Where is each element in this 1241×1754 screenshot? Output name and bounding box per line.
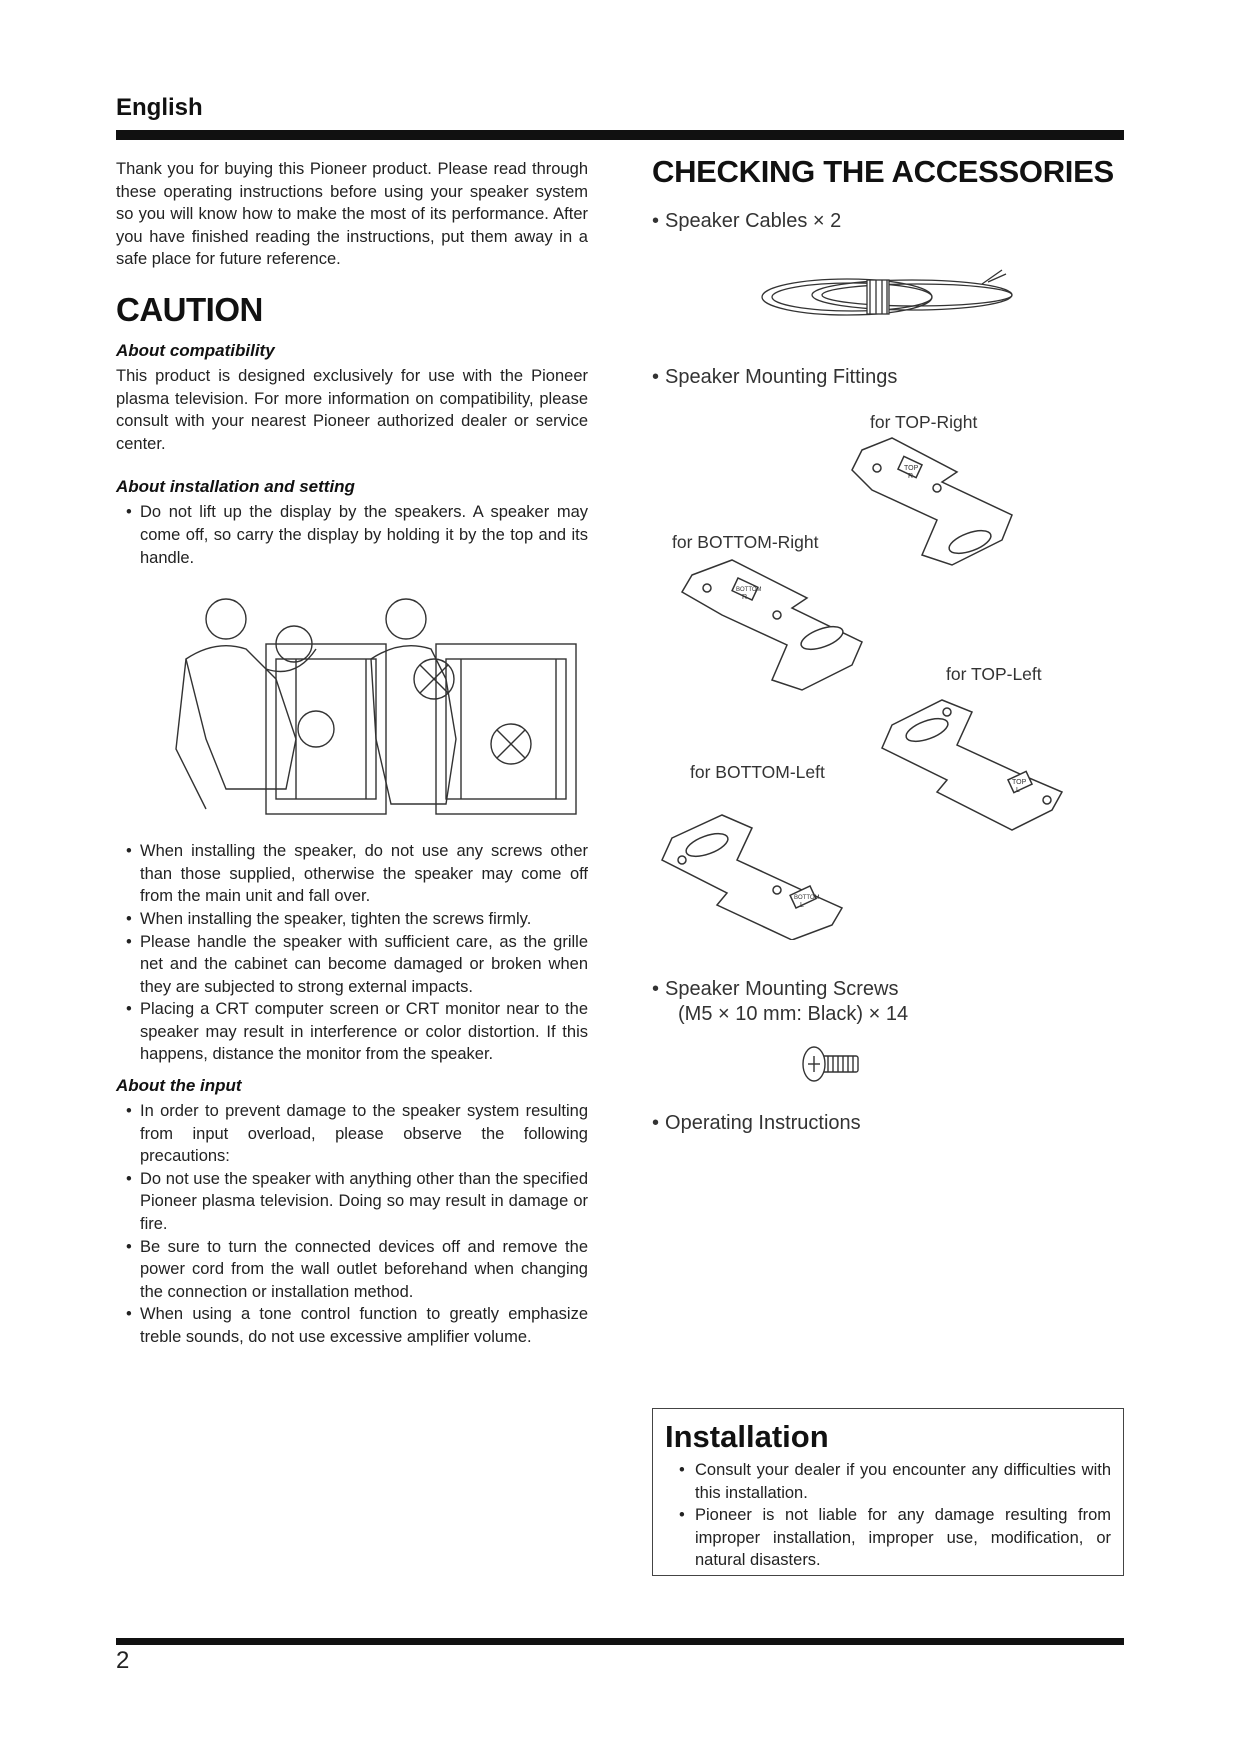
list-item: • Do not lift up the display by the speakers. A speaker may come off, so carry the display by holding it by the top and its handle. [116,501,588,569]
person-head-left [206,599,246,639]
installation-setting-heading: About installation and setting [116,477,355,497]
carry-display-illustration [116,589,588,819]
list-item: • Placing a CRT computer screen or CRT monitor near to the speaker may result in interference or color distortion. If this happens, distance the monitor from the speaker. [116,998,588,1066]
fitting-bottom-left-icon [662,815,842,940]
screws-spec: (M5 × 10 mm: Black) × 14 [678,1003,909,1025]
mounting-fittings-illustration [652,420,1124,940]
tag-r-top: R [908,473,914,480]
list-item: • Consult your dealer if you encounter any difficulties with this installation. [665,1459,1111,1504]
page-number: 2 [116,1647,130,1674]
tag-top-right: TOP [904,465,919,472]
top-rule [116,130,1124,140]
right-column [652,154,1124,233]
list-item: • When installing the speaker, tighten the screws firmly. [116,908,588,931]
fitting-top-left-label: for TOP-Left [946,664,1042,684]
compatibility-heading: About compatibility [116,340,275,360]
list-item: • In order to prevent damage to the speaker system resulting from input overload, please observe the following precautions: [116,1100,588,1168]
tag-top-left: TOP [1012,779,1027,786]
speaker-cable-icon [752,262,1032,332]
tag-l-bottom: L [800,902,804,909]
accessory-screws: • Speaker Mounting Screws [652,978,899,1000]
accessory-cables: • Speaker Cables × 2 [652,210,842,232]
installation-box-bullets [665,1459,1111,1572]
list-item: • Be sure to turn the connected devices off and remove the power cord from the wall outlet beforehand when changing the connection or installation method. [116,1236,588,1304]
list-item: • Do not use the speaker with anything other than the specified Pioneer plasma television. Doing so may result in damage or fire. [116,1168,588,1236]
fitting-bottom-left-label: for BOTTOM-Left [690,762,825,782]
fitting-top-right-icon [852,438,1012,565]
fitting-top-left-icon [882,700,1062,830]
compatibility-text: This product is designed exclusively for use with the Pioneer plasma television. For more information on compatibility, please consult with your nearest Pioneer authorized dealer or service center. [116,366,588,453]
input-heading: About the input [116,1076,242,1096]
language-label: English [116,94,203,121]
intro-text: Thank you for buying this Pioneer product. Please read through these operating instructions before using your speaker system so you will know how to make the most of its performance. After you have finished reading the instructions, put them away in a safe place for future reference. [116,160,588,269]
fitting-bottom-right-icon [682,560,862,690]
list-item: • When using a tone control function to greatly emphasize treble sounds, do not use excessive amplifier volume. [116,1303,588,1348]
accessories-title: CHECKING THE ACCESSORIES [652,154,1114,189]
installation-box [652,1408,1124,1576]
list-item: • When installing the speaker, do not use any screws other than those supplied, otherwise the speaker may come off from the main unit and fall over. [116,840,588,908]
tag-l-top: L [1016,787,1020,794]
installation-bullets-more [116,840,588,1066]
list-item: • Pioneer is not liable for any damage resulting from improper installation, improper use, modification, or natural disasters. [665,1504,1111,1572]
list-item: • Please handle the speaker with sufficient care, as the grille net and the cabinet can become damaged or broken when they are subjected to strong external impacts. [116,931,588,999]
person-head-right [386,599,426,639]
left-column [116,158,588,1349]
installation-title: Installation [665,1419,829,1454]
bottom-rule [116,1638,1124,1645]
person-body-left [186,646,296,789]
installation-bullets [116,501,588,569]
screw-icon [800,1044,862,1084]
accessory-operating-instructions: • Operating Instructions [652,1112,861,1134]
tag-bottom-left: BOTTOM [794,895,820,901]
caution-title: CAUTION [116,290,263,328]
accessory-fittings: • Speaker Mounting Fittings [652,366,898,388]
ok-circle-bottom [298,711,334,747]
tag-bottom-right: BOTTOM [736,587,762,593]
fitting-bottom-right-label: for BOTTOM-Right [672,532,819,552]
input-bullets [116,1100,588,1349]
display-right [436,644,576,814]
tag-r-bottom: R [742,594,748,601]
fitting-top-right-label: for TOP-Right [870,412,978,432]
